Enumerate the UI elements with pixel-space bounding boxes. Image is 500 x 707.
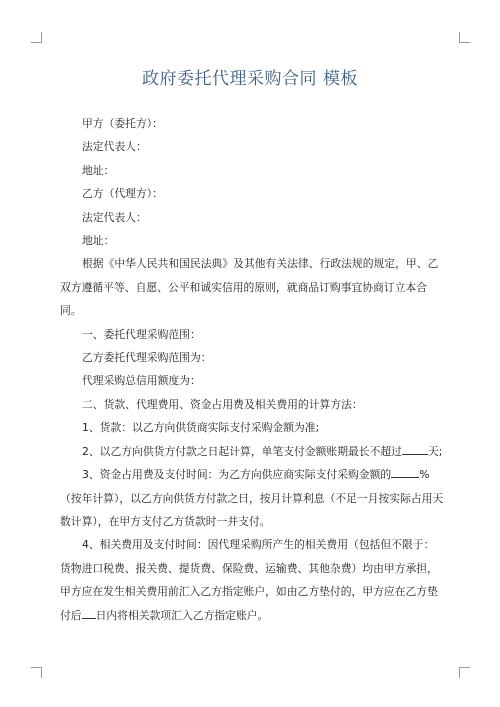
percentage-blank xyxy=(391,466,419,478)
crop-mark-bottom-right xyxy=(459,667,470,678)
party-b-line: 乙方（代理方）： xyxy=(82,187,163,201)
document-title: 政府委托代理采购合同 模板 xyxy=(142,69,358,89)
item-4-text-start: 4、相关费用及支付时间：因代理采购所产生的相关费用（包括但不限于：货物进口税费、报关费、提货费、保险费、运输费、其他杂费）均由甲方承担，甲方应在发生相关费用前汇入乙方指定账户，如由乙方垫付的，甲方应在乙方垫付后 xyxy=(60,538,438,622)
item-2-text-start: 2、以乙方向供货方付款之日起计算，单笔支付金额账期最长不超过 xyxy=(82,444,402,458)
item-1-paragraph: 1、货款：以乙方向供货商实际支付采购金额为准; xyxy=(82,421,320,435)
preamble-text: 根据《中华人民共和国民法典》及其他有关法律、行政法规的规定，甲、乙双方遵循平等、自愿、公平和诚实信用的原则，就商品订购事宜协商订立本合同。 xyxy=(60,257,439,318)
item-4-paragraph xyxy=(60,533,445,627)
item-4-text-end: 日内将相关款项汇入乙方指定账户。 xyxy=(95,608,269,622)
section-1-heading: 一、委托代理采购范围： xyxy=(82,327,201,341)
item-3-paragraph xyxy=(60,463,445,533)
party-a-line: 甲方（委托方）： xyxy=(82,117,163,130)
crop-mark-top-left xyxy=(31,32,42,43)
crop-mark-top-right xyxy=(459,32,470,43)
item-3-text-start: 3、资金占用费及支付时间：为乙方向供应商实际支付采购金额的 xyxy=(82,468,392,482)
section-1-scope-line: 乙方委托代理采购范围为： xyxy=(82,351,212,365)
item-2-paragraph xyxy=(60,440,445,463)
section-2-heading: 二、货款、代理费用、资金占用费及相关费用的计算方法： xyxy=(82,397,363,411)
party-b-representative-line: 法定代表人： xyxy=(82,210,147,224)
party-a-representative-line: 法定代表人： xyxy=(82,140,147,154)
section-1-credit-line: 代理采购总信用额度为： xyxy=(82,374,201,388)
item-2-text-end: 天; xyxy=(427,444,443,458)
party-a-address-line: 地址： xyxy=(82,163,115,177)
item-3-text-end: %（按年计算），以乙方向供货方付款之日，按月计算利息（不足一月按实际占用天数计算），在甲方支付乙方货款时一并支付。 xyxy=(60,468,444,528)
days-limit-blank xyxy=(402,443,428,455)
document-body xyxy=(60,112,445,627)
party-b-address-line: 地址： xyxy=(82,234,115,248)
crop-mark-bottom-left xyxy=(31,667,42,678)
days-blank xyxy=(82,607,96,619)
preamble-paragraph xyxy=(60,252,445,322)
